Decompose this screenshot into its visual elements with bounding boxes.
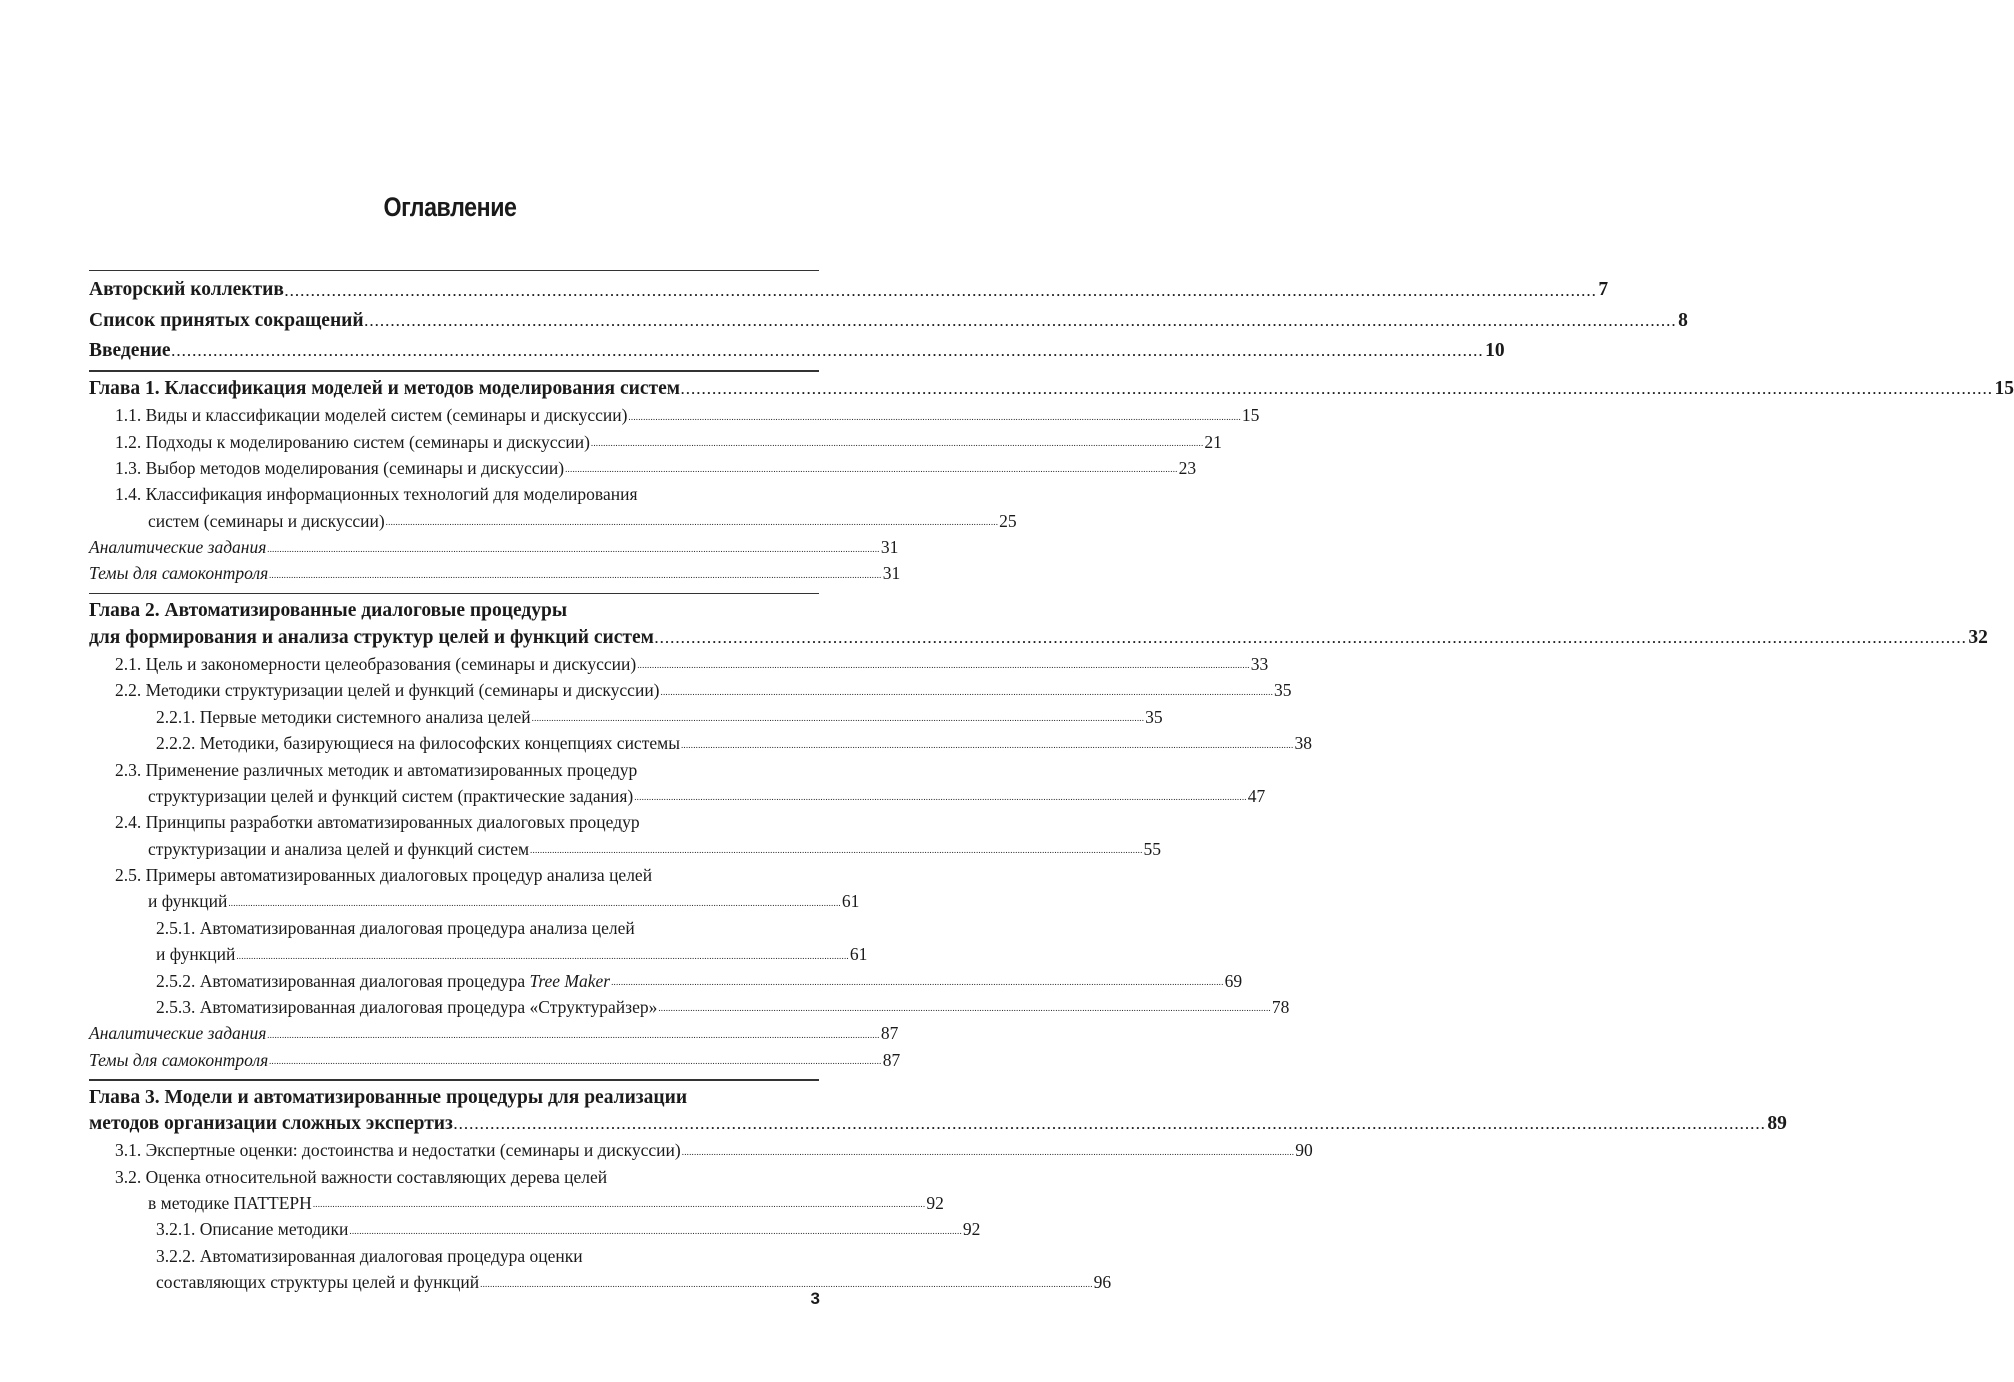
toc-entry-title: Темы для самоконтроля [89, 563, 269, 584]
toc-section[interactable] [89, 429, 1222, 455]
leader-dots: .......................................................................................................................................................................................................................................................... [236, 950, 849, 961]
toc-section-line2[interactable] [89, 508, 1017, 534]
toc-entry-title: 3.2.2. Автоматизированная диалоговая процедура оценки [156, 1245, 583, 1266]
toc-entry-title: Список принятых сокращений [89, 309, 364, 331]
toc-entry-title: Авторский коллектив [89, 279, 284, 301]
toc-entry-title: 2.2.1. Первые методики системного анализа целей [156, 706, 531, 727]
toc-entry-title-text: 2.5.2. Автоматизированная диалоговая процедура [156, 970, 526, 991]
toc-entry-title: 2.5. Примеры автоматизированных диалоговых процедур анализа целей [115, 865, 653, 886]
toc-entry-page: 92 [962, 1219, 981, 1240]
toc-entry-title-continued: и функций [148, 891, 228, 912]
leader-dots: .......................................................................................................................................................................................................................................................... [637, 660, 1250, 671]
toc-entry-page: 10 [1485, 340, 1505, 362]
toc-entry-title: 1.2. Подходы к моделированию систем (семинары и дискуссии) [115, 431, 590, 452]
toc-entry-title-continued: в методике ПАТТЕРН [148, 1193, 312, 1214]
toc-entry-title: Аналитические задания [89, 1023, 267, 1044]
toc-entry-title: 1.1. Виды и классификации моделей систем (семинары и дискуссии) [115, 405, 628, 426]
toc-entry-title: Глава 1. Классификация моделей и методов моделирования систем [89, 377, 681, 399]
leader-dots: .......................................................................................................................................................................................................................................................... [658, 1003, 1271, 1014]
toc-section-line2[interactable] [89, 888, 860, 914]
leader-dots: .......................................................................................................................................................................................................................................................... [531, 713, 1145, 724]
toc-entry-page: 32 [1968, 626, 1988, 648]
toc-subsection[interactable] [89, 704, 1163, 730]
toc-subsection-line2[interactable] [89, 1269, 1112, 1295]
toc-entry-page: 92 [926, 1193, 944, 1214]
toc-chapter-2-line1[interactable] [89, 598, 819, 624]
leader-dots: .......................................................................................................................................................................................................................................................... [480, 1278, 1093, 1289]
toc-entry-page: 47 [1247, 785, 1266, 806]
toc-entry-title: 2.3. Применение различных методик и автоматизированных процедур [115, 759, 638, 780]
toc-chapter-1[interactable] [89, 376, 2014, 402]
toc-entry-page: 21 [1204, 431, 1222, 452]
leader-dots: .......................................................................................................................................................................................................................................................... [385, 517, 999, 528]
toc-entry-page: 35 [1145, 706, 1163, 727]
toc-entry-title-continued: структуризации и анализа целей и функций систем [148, 838, 530, 859]
toc-subsection[interactable] [89, 730, 1312, 756]
toc-entry-introduction[interactable] [89, 338, 1505, 364]
leader-dots: .......................................................................................................................................................................................................................................................... [680, 739, 1294, 750]
toc-entry-page: 89 [1767, 1112, 1787, 1134]
toc-section-line1[interactable] [89, 862, 819, 888]
toc-section[interactable] [89, 651, 1269, 677]
toc-entry-title: 1.3. Выбор методов моделирования (семинары и дискуссии) [115, 457, 565, 478]
toc-entry-title-continued: для формирования и анализа структур целей и функций систем [89, 626, 654, 648]
toc-section[interactable] [89, 1137, 1313, 1163]
toc-entry-page: 87 [882, 1049, 901, 1070]
toc-entry-page: 96 [1093, 1272, 1112, 1293]
toc-entry-page: 55 [1143, 838, 1162, 859]
toc-entry-title: Аналитические задания [89, 537, 267, 558]
toc-entry-page: 38 [1294, 733, 1312, 754]
toc-subsection[interactable] [89, 1216, 981, 1242]
toc-entry-title-continued: и функций [156, 944, 236, 965]
leader-dots: .......................................................................................................................................................................................................................................................... [681, 1146, 1295, 1157]
toc-entry-page: 87 [880, 1023, 899, 1044]
toc-entry-title-continued: структуризации целей и функций систем (практические задания) [148, 785, 634, 806]
toc-entry-page: 35 [1274, 680, 1292, 701]
toc-entry-page: 8 [1678, 309, 1688, 331]
page-title: Оглавление [383, 192, 517, 222]
toc-section-line1[interactable] [89, 809, 819, 835]
toc-entry-title [156, 968, 610, 994]
toc-entry-title: 2.1. Цель и закономерности целеобразования (семинары и дискуссии) [115, 653, 637, 674]
toc-entry-title: 2.2. Методики структуризации целей и функций (семинары и дискуссии) [115, 680, 660, 701]
leader-dots: .......................................................................................................................................................................................................................................................... [590, 437, 1204, 448]
toc-entry-title: 2.2.2. Методики, базирующиеся на философских концепциях системы [156, 733, 680, 754]
toc-entry-title: 3.2. Оценка относительной важности составляющих дерева целей [115, 1166, 608, 1187]
toc-chapter-3-line2[interactable] [89, 1111, 1787, 1137]
toc-entry-title: 3.2.1. Описание методики [156, 1219, 349, 1240]
toc-entry-page: 61 [841, 891, 860, 912]
leader-dots: .......................................................................................................................................................................................................................................................... [312, 1199, 926, 1210]
toc-entry-title-continued: методов организации сложных экспертиз [89, 1112, 453, 1134]
toc-entry-title: Введение [89, 340, 171, 362]
toc-subsection-line2[interactable] [89, 941, 868, 967]
toc-entry-title: 1.4. Классификация информационных технологий для моделирования [115, 484, 638, 505]
leader-dots: .......................................................................................................................................................................................................................................................... [349, 1225, 962, 1236]
toc-section[interactable] [89, 402, 1260, 428]
leader-dots: .......................................................................................................................................................................................................................................................... [269, 1056, 882, 1067]
toc-entry-title: Глава 2. Автоматизированные диалоговые процедуры [89, 600, 568, 622]
toc-entry-title: Глава 3. Модели и автоматизированные процедуры для реализации [89, 1086, 688, 1108]
toc-entry-title-italic: Tree Maker [529, 970, 611, 991]
toc-entry-title: 2.5.1. Автоматизированная диалоговая процедура анализа целей [156, 917, 635, 938]
toc-entry-authors[interactable] [89, 277, 1609, 303]
toc-entry-title-continued: составляющих структуры целей и функций [156, 1272, 480, 1293]
toc-section-line1[interactable] [89, 757, 819, 783]
toc-entry-page: 90 [1295, 1140, 1313, 1161]
toc-entry-title: Темы для самоконтроля [89, 1049, 269, 1070]
leader-dots: .......................................................................................................................................................................................................................................................... [171, 344, 1485, 360]
toc-entry-page: 25 [999, 510, 1017, 531]
toc-entry-page: 31 [880, 537, 899, 558]
toc-entry-page: 31 [882, 563, 901, 584]
leader-dots: .......................................................................................................................................................................................................................................................... [530, 845, 1143, 856]
toc-entry-page: 23 [1178, 457, 1197, 478]
leader-dots: .......................................................................................................................................................................................................................................................... [654, 630, 1968, 646]
toc-entry-page: 33 [1250, 653, 1269, 674]
leader-dots: .......................................................................................................................................................................................................................................................... [660, 686, 1274, 697]
toc-tasks[interactable] [89, 1020, 899, 1046]
leader-dots: .......................................................................................................................................................................................................................................................... [628, 411, 1241, 422]
toc-section[interactable] [89, 677, 1292, 703]
toc-self-control[interactable] [89, 561, 901, 587]
toc-entry-title: 3.1. Экспертные оценки: достоинства и недостатки (семинары и дискуссии) [115, 1140, 681, 1161]
leader-dots: .......................................................................................................................................................................................................................................................... [269, 569, 882, 580]
page-number: 3 [810, 1289, 820, 1308]
leader-dots: .......................................................................................................................................................................................................................................................... [364, 314, 1678, 330]
toc-subsection-line1[interactable] [89, 915, 819, 941]
toc-subsection[interactable] [89, 968, 1243, 994]
toc-section-line2[interactable] [89, 1190, 944, 1216]
toc-section-line1[interactable] [89, 481, 819, 507]
toc-subsection[interactable] [89, 994, 1290, 1020]
toc-chapter-2-line2[interactable] [89, 625, 1988, 651]
toc-self-control[interactable] [89, 1047, 901, 1073]
toc-entry-title: 2.4. Принципы разработки автоматизированных диалоговых процедур [115, 812, 640, 833]
toc-entry-page: 7 [1598, 279, 1609, 301]
toc-section-line1[interactable] [89, 1164, 819, 1190]
toc-entry-page: 61 [849, 944, 868, 965]
toc-entry-page: 78 [1271, 997, 1290, 1018]
toc-entry-title: 2.5.3. Автоматизированная диалоговая процедура «Структурайзер» [156, 997, 658, 1018]
leader-dots: .......................................................................................................................................................................................................................................................... [681, 382, 1994, 398]
toc-entry-page: 69 [1224, 970, 1243, 991]
toc-entry-abbreviations[interactable] [89, 308, 1688, 334]
toc-tasks[interactable] [89, 534, 899, 560]
toc-section[interactable] [89, 455, 1197, 481]
toc-subsection-line1[interactable] [89, 1243, 819, 1269]
toc-entry-page: 15 [1241, 405, 1260, 426]
leader-dots: .......................................................................................................................................................................................................................................................... [267, 543, 880, 554]
leader-dots: .......................................................................................................................................................................................................................................................... [611, 977, 1224, 988]
leader-dots: .......................................................................................................................................................................................................................................................... [284, 283, 1598, 299]
toc-entry-title-continued: систем (семинары и дискуссии) [148, 510, 385, 531]
toc-entry-page: 15 [1994, 377, 2014, 399]
toc-chapter-3-line1[interactable] [89, 1085, 819, 1111]
leader-dots: .......................................................................................................................................................................................................................................................... [267, 1029, 880, 1040]
toc-section-line2[interactable] [89, 836, 1162, 862]
leader-dots: .......................................................................................................................................................................................................................................................... [634, 792, 1247, 803]
leader-dots: .......................................................................................................................................................................................................................................................... [565, 464, 1178, 475]
divider [89, 270, 819, 271]
table-of-contents [89, 270, 2014, 1296]
leader-dots: .......................................................................................................................................................................................................................................................... [228, 897, 841, 908]
toc-section-line2[interactable] [89, 783, 1266, 809]
leader-dots: .......................................................................................................................................................................................................................................................... [453, 1117, 1767, 1133]
